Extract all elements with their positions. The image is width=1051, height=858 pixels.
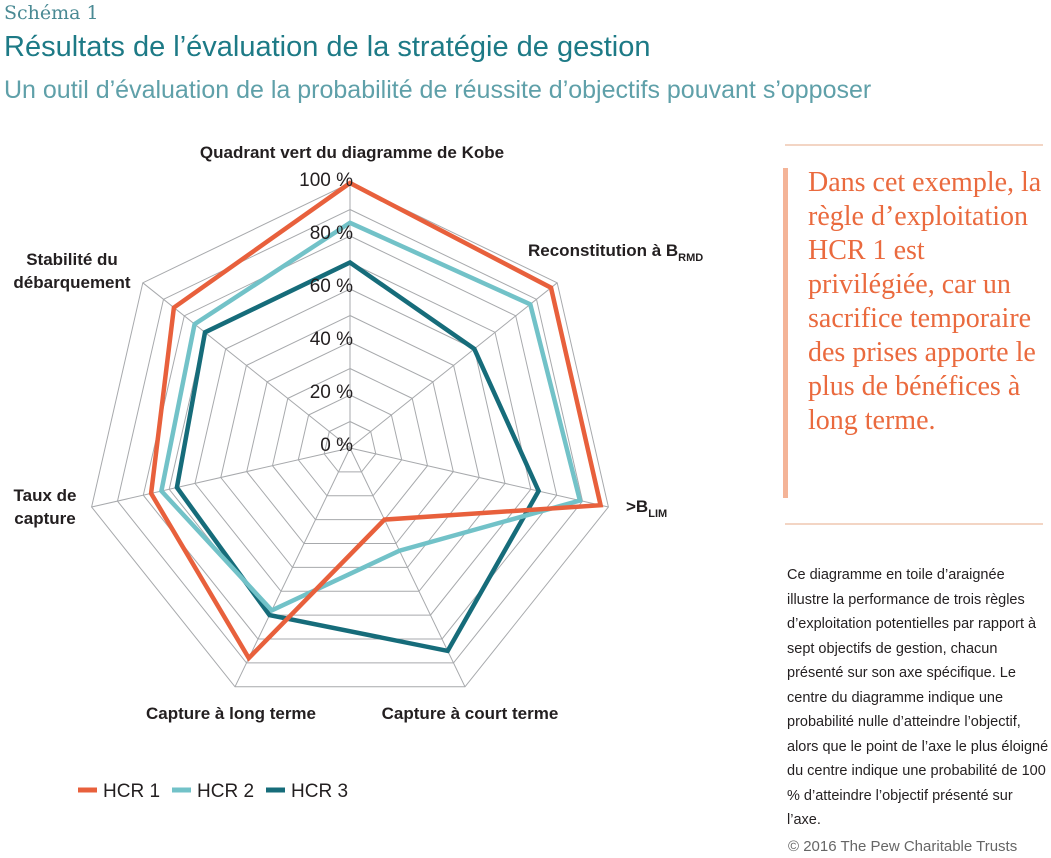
radial-tick-label: 80 % (309, 223, 353, 244)
callout-accent-bar (783, 168, 788, 498)
axis-label: capture (14, 509, 76, 528)
callout-divider-top (785, 144, 1043, 146)
legend-label: HCR 1 (103, 781, 161, 802)
axis-label: Capture à long terme (145, 704, 317, 723)
axis-label: $>B_{LIM}$ (626, 497, 668, 520)
figure-label: Schéma 1 (4, 2, 99, 24)
page-title: Résultats de l’évaluation de la stratégie de gestion (4, 31, 651, 63)
chart-description: Ce diagramme en toile d’araignée illustre la performance de trois règles d’exploitation potentielles par rapport à sept objectifs de gestion, chacun présenté sur son axe spécifique. Le centre du diagramme indique une probabilité nulle d’atteindre l’objectif, alors que le point de l’axe le plus éloigné du centre indique une probabilité de 100 % d’atteindre l’objectif présenté sur l’axe. (787, 567, 1049, 828)
callout-divider-bottom (785, 523, 1043, 525)
axis-spoke (92, 448, 350, 507)
radial-tick-label: 60 % (309, 276, 353, 297)
callout-text: Dans cet exemple, la règle d’exploitation HCR 1 est privilégiée, car un sacrifice temporaire des prises apporte le plus de bénéfices à long terme. (808, 167, 1042, 436)
axis-label: Taux de (13, 486, 77, 505)
axis-label: Quadrant vert du diagramme de Kobe (199, 143, 505, 162)
radial-tick-label: 40 % (309, 329, 353, 350)
copyright: © 2016 The Pew Charitable Trusts (788, 838, 1018, 855)
axis-label: Reconstitution à $B_{RMD}$ (528, 241, 704, 264)
axis-spoke (350, 283, 557, 448)
chart-axis-labels (13, 143, 703, 723)
axis-label: Stabilité du (26, 250, 118, 269)
legend-label: HCR 2 (197, 781, 255, 802)
page-subtitle: Un outil d’évaluation de la probabilité de réussite d’objectifs pouvant s’opposer (4, 76, 872, 104)
chart-legend (78, 781, 348, 802)
legend-label: HCR 3 (291, 781, 349, 802)
radial-tick-label: 0 % (320, 435, 353, 456)
radial-tick-label: 20 % (309, 382, 353, 403)
series-hcr-3 (177, 263, 539, 651)
radial-tick-label: 100 % (299, 170, 353, 191)
axis-label: Capture à court terme (381, 704, 559, 723)
axis-label: débarquement (13, 273, 131, 292)
